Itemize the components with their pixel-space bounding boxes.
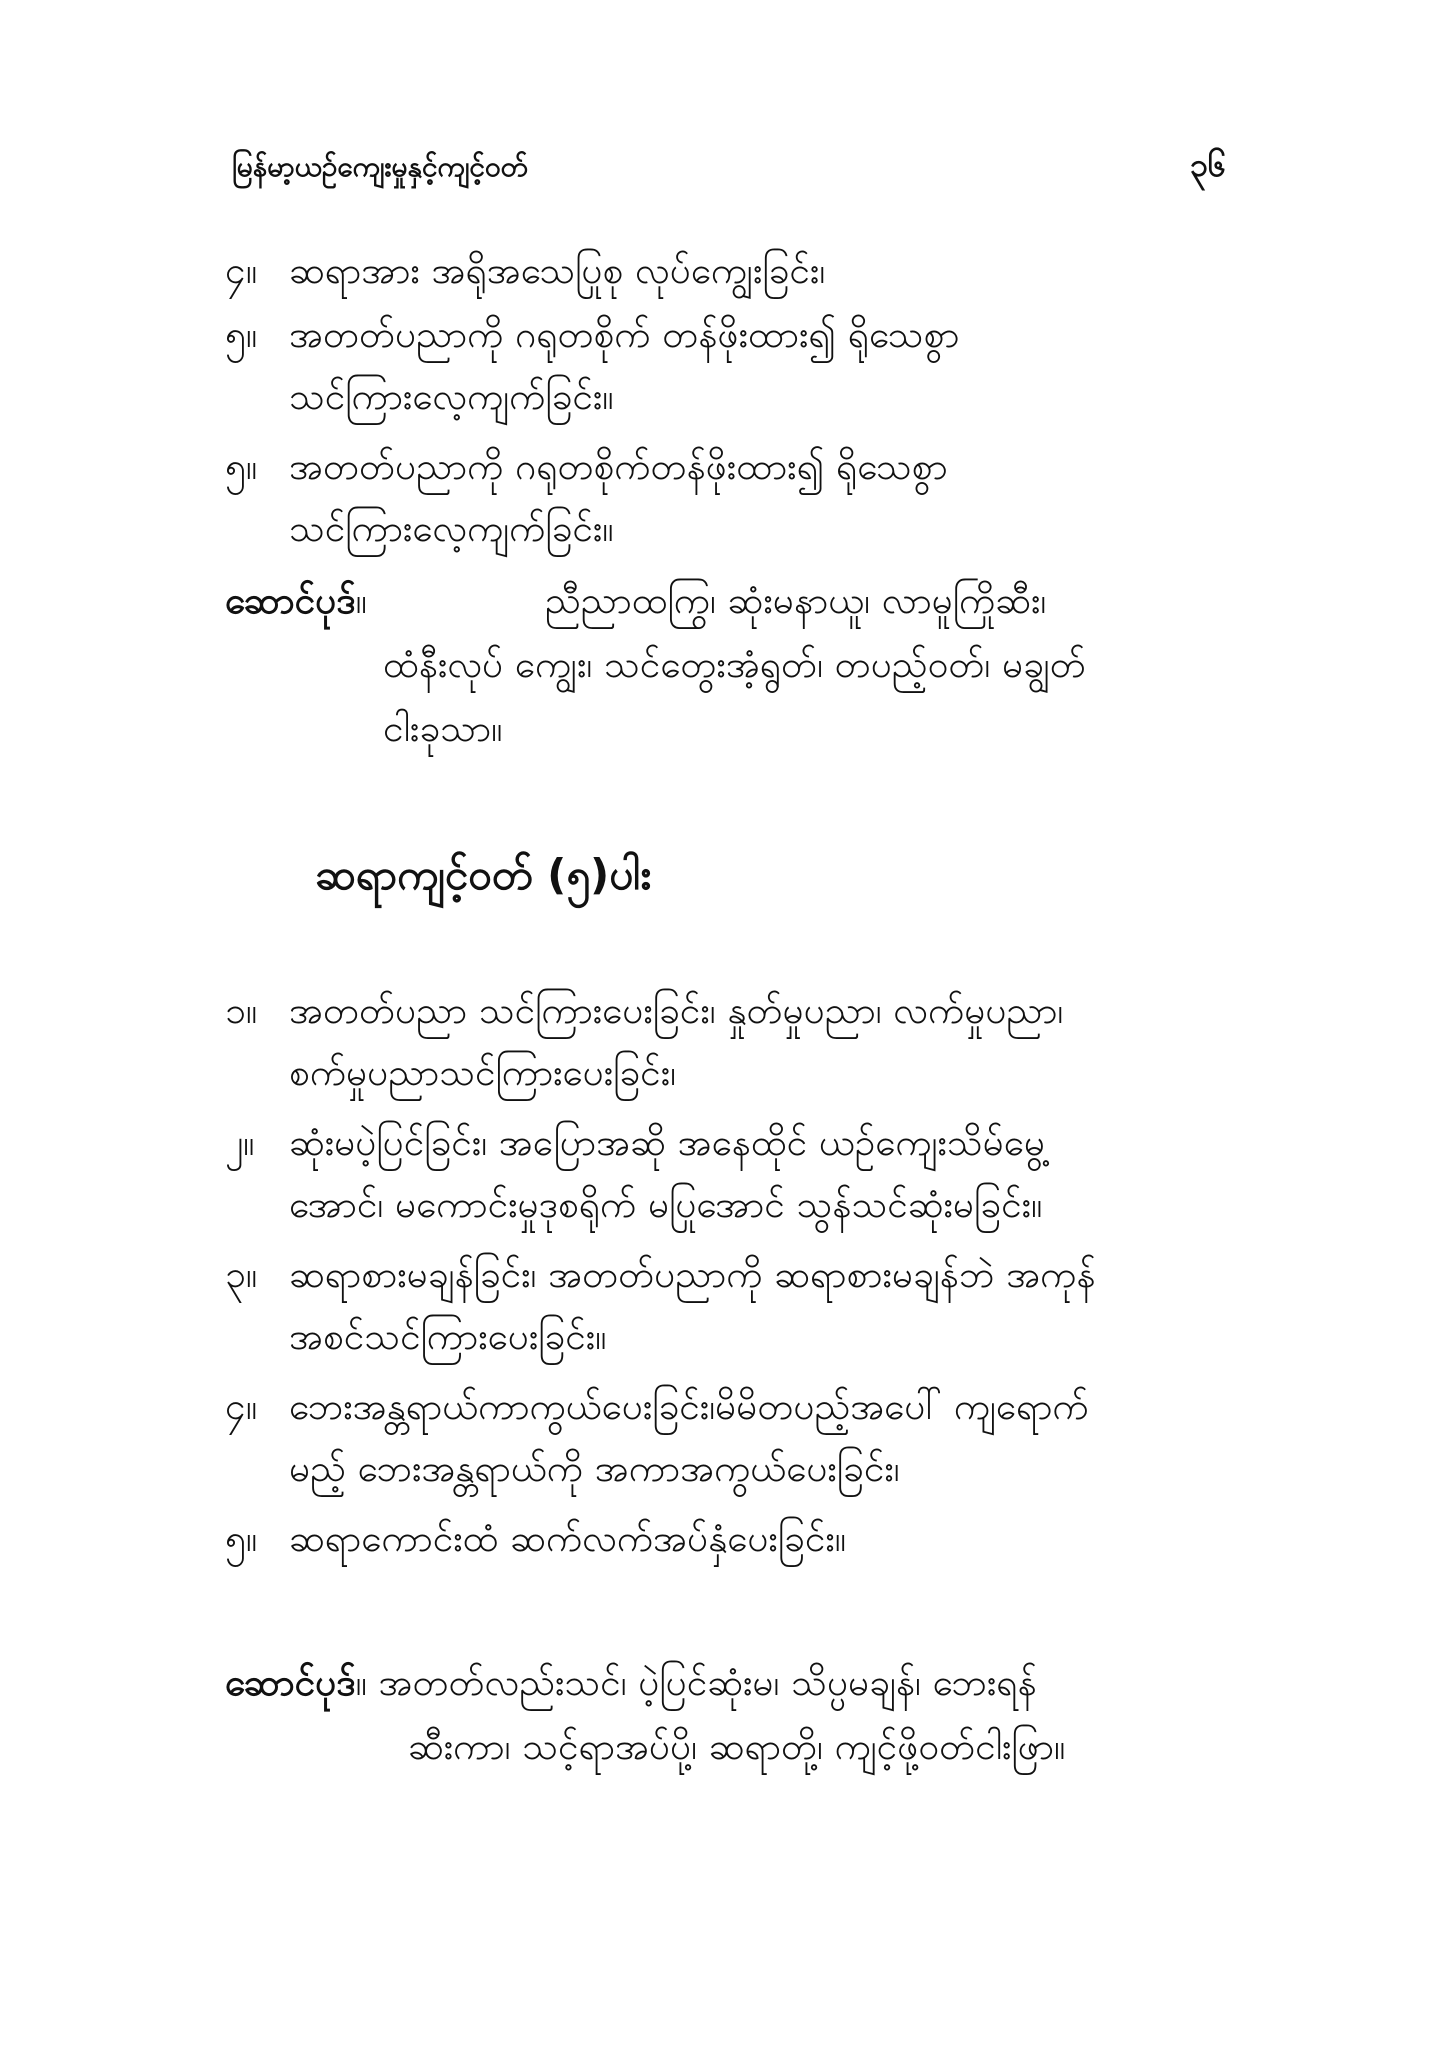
list-item — [225, 1376, 1235, 1500]
item-number: ၂။ — [225, 1121, 255, 1164]
list-item — [225, 1244, 1235, 1368]
item-text-continued: သင်ကြားလေ့ကျက်ခြင်း။ — [289, 507, 614, 550]
verse-label-text: ဆောင်ပုဒ် — [225, 1661, 356, 1704]
item-number: ၄။ — [225, 249, 258, 292]
item-text: ဆုံးမပဲ့ပြင်ခြင်း၊ အပြောအဆို အနေထိုင် ယဉ်ကျေးသိမ်မွေ့ — [289, 1121, 1045, 1164]
item-text: ဘေးအန္တရာယ်ကာကွယ်ပေးခြင်း၊မိမိတပည့်အပေါ် ကျရောက် — [289, 1385, 1089, 1428]
page-number: ၃၆ — [1190, 146, 1226, 184]
item-text-continued: အစင်သင်ကြားပေးခြင်း။ — [289, 1315, 607, 1358]
verse-line: ဆီးကာ၊ သင့်ရာအပ်ပို့၊ ဆရာတို့၊ ကျင့်ဖို့ဝတ်ငါးဖြာ။ — [408, 1725, 1066, 1768]
item-text: ဆရာအား အရိုအသေပြုစု လုပ်ကျွေးခြင်း၊ — [289, 249, 826, 292]
list-item — [225, 980, 1235, 1104]
verse-label-suffix: ။ — [355, 579, 367, 622]
list-item — [225, 1112, 1235, 1236]
item-text: အတတ်ပညာကို ဂရုတစိုက်တန်ဖိုးထား၍ ရိုသေစွာ — [289, 445, 948, 488]
verse-line — [225, 1652, 1037, 1714]
item-text: အတတ်ပညာကို ဂရုတစိုက် တန်ဖိုးထား၍ ရိုသေစွာ — [289, 313, 960, 356]
item-text: အတတ်ပညာ သင်ကြားပေးခြင်း၊ နှုတ်မှုပညာ၊ လက်မှုပညာ၊ — [289, 989, 1064, 1032]
list-item — [225, 240, 1235, 302]
list-item — [225, 436, 1235, 560]
running-title: မြန်မာ့ယဉ်ကျေးမှုနှင့်ကျင့်ဝတ် — [232, 150, 528, 183]
item-number: ၄။ — [225, 1385, 258, 1428]
item-number: ၁။ — [225, 989, 258, 1032]
verse-label-suffix: ။ — [355, 1661, 367, 1704]
item-number: ၅။ — [225, 313, 258, 356]
item-text: ဆရာကောင်းထံ ဆက်လက်အပ်နှံပေးခြင်း။ — [289, 1517, 846, 1560]
item-text-continued: မည့် ဘေးအန္တရာယ်ကို အကာအကွယ်ပေးခြင်း၊ — [289, 1447, 900, 1490]
item-text-continued: စက်မှုပညာသင်ကြားပေးခြင်း၊ — [289, 1051, 676, 1094]
section-heading: ဆရာကျင့်ဝတ် (၅)ပါး — [315, 850, 652, 899]
list-item — [225, 1508, 1235, 1570]
verse-line: ငါးခုသာ။ — [383, 707, 503, 750]
item-number: ၅။ — [225, 445, 258, 488]
item-number: ၃။ — [225, 1253, 258, 1296]
verse-line: ထံနီးလုပ် ကျွေး၊ သင်တွေးအံ့ရွတ်၊ တပည့်ဝတ်၊ မချွတ် — [383, 643, 1086, 686]
verse-label — [225, 570, 367, 632]
verse-line: ညီညာထကြွ၊ ဆုံးမနာယူ၊ လာမူကြိုဆီး၊ — [545, 579, 1047, 622]
verse-label-text: ဆောင်ပုဒ် — [225, 579, 356, 622]
verse-line-text: အတတ်လည်းသင်၊ ပဲ့ပြင်ဆုံးမ၊ သိပ္ပမချန်၊ ဘေးရန် — [378, 1661, 1037, 1704]
item-text-continued: သင်ကြားလေ့ကျက်ခြင်း။ — [289, 375, 614, 418]
item-text: ဆရာစားမချန်ခြင်း၊ အတတ်ပညာကို ဆရာစားမချန်ဘဲ အကုန် — [289, 1253, 1096, 1296]
item-text-continued: အောင်၊ မကောင်းမှုဒုစရိုက် မပြုအောင် သွန်သင်ဆုံးမခြင်း။ — [289, 1183, 1043, 1226]
item-number: ၅။ — [225, 1517, 258, 1560]
list-item — [225, 304, 1235, 428]
